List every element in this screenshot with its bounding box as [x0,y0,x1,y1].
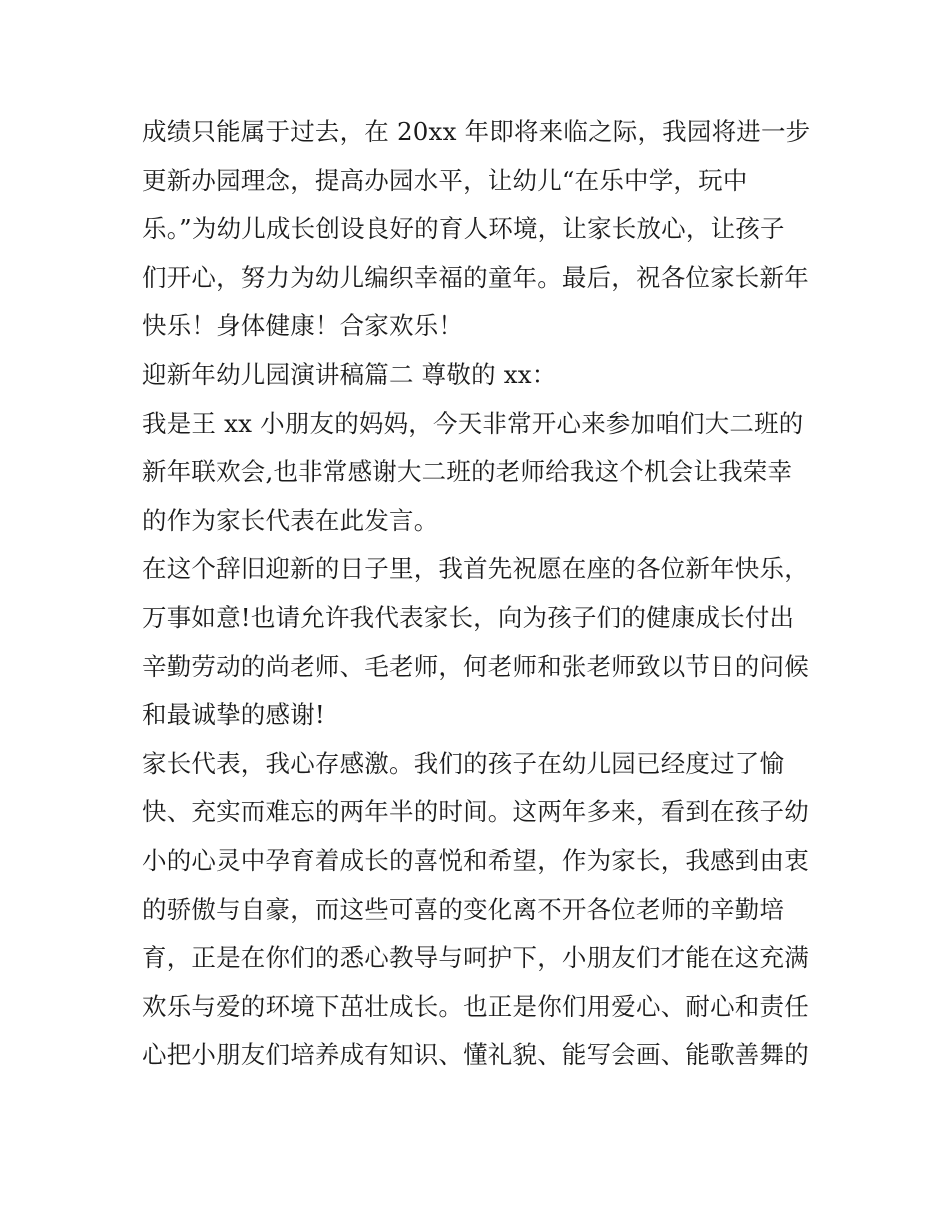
document-body [142,108,812,1080]
text-line: 们开心，努力为幼儿编织幸福的童年。最后，祝各位家长新年 [142,262,809,292]
text-line: 的作为家长代表在此发言。 [142,505,439,535]
text-line: 欢乐与爱的环境下茁壮成长。也正是你们用爱心、耐心和责任 [142,991,809,1021]
text-line: 我是王 xx 小朋友的妈妈，今天非常开心来参加咱们大二班的 [142,408,804,438]
text-line: 心把小朋友们培养成有知识、懂礼貌、能写会画、能歌善舞的 [142,1040,809,1070]
section-heading-line: 迎新年幼儿园演讲稿篇二 尊敬的 xx： [142,359,557,389]
text-line: 家长代表，我心存感激。我们的孩子在幼儿园已经度过了愉 [142,748,785,778]
text-line: 快、充实而难忘的两年半的时间。这两年多来，看到在孩子幼 [142,797,809,827]
text-line: 和最诚挚的感谢! [142,700,325,730]
text-line: 万事如意!也请允许我代表家长，向为孩子们的健康成长付出 [142,602,795,632]
text-line: 成绩只能属于过去，在 20xx 年即将来临之际，我园将进一步 [142,117,811,146]
text-line: 新年联欢会,也非常感谢大二班的老师给我这个机会让我荣幸 [142,457,793,487]
text-line: 辛勤劳动的尚老师、毛老师，何老师和张老师致以节日的问候 [142,651,809,681]
text-line: 更新办园理念，提高办园水平，让幼儿“在乐中学，玩中 [142,165,748,195]
text-line: 在这个辞旧迎新的日子里，我首先祝愿在座的各位新年快乐， [142,554,809,584]
text-line: 小的心灵中孕育着成长的喜悦和希望，作为家长，我感到由衷 [142,845,809,875]
text-line: 育，正是在你们的悉心教导与呵护下，小朋友们才能在这充满 [142,943,809,973]
text-line: 的骄傲与自豪，而这些可喜的变化离不开各位老师的辛勤培 [142,894,785,924]
text-line: 乐。”为幼儿成长创设良好的育人环境，让家长放心，让孩子 [142,214,785,244]
text-line: 快乐！身体健康！合家欢乐！ [142,311,464,341]
